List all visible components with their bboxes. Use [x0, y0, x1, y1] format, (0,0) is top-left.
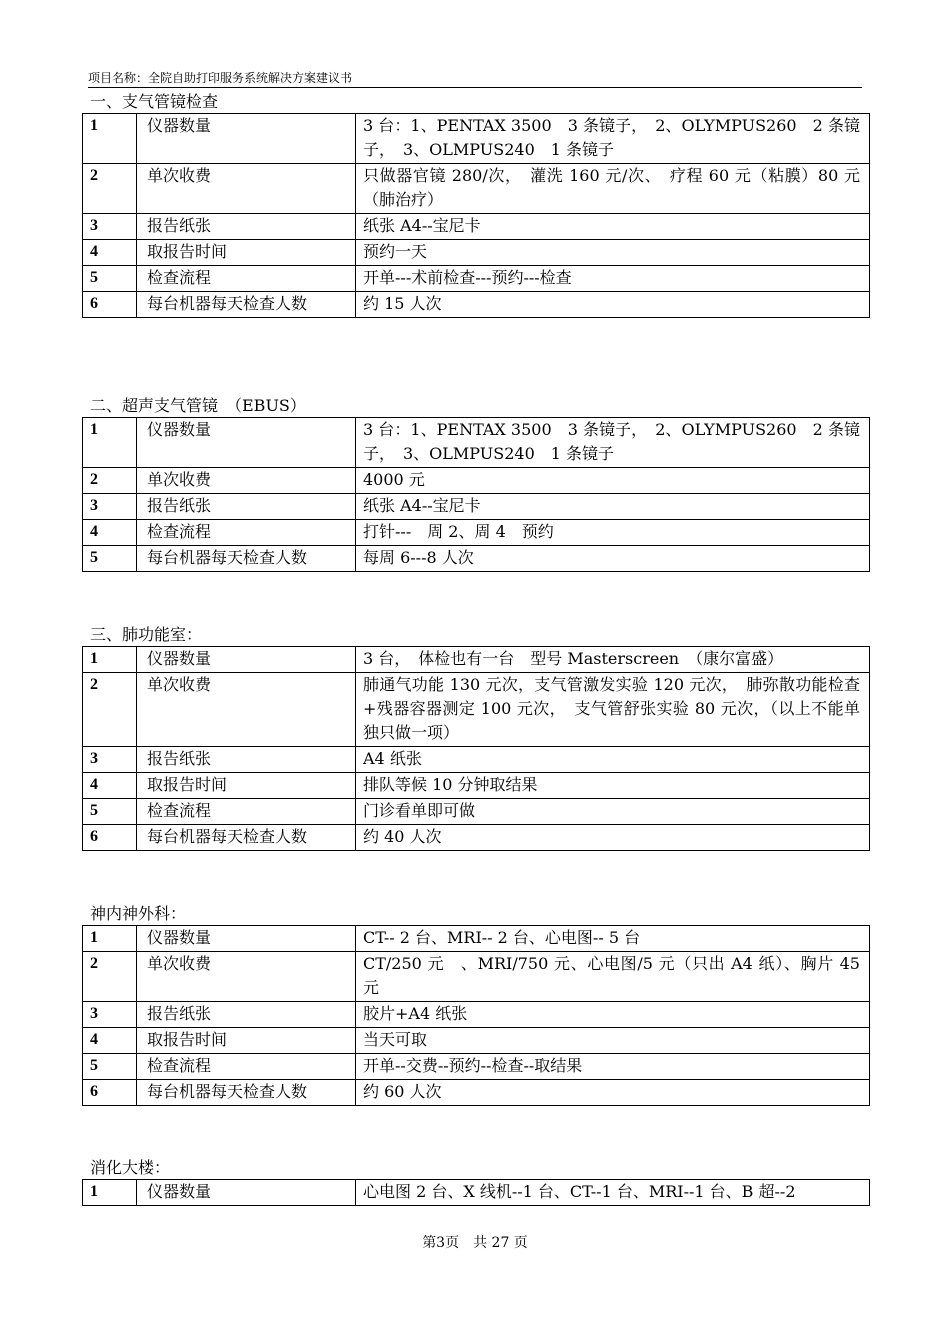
row-label: 取报告时间 — [137, 773, 356, 799]
page-footer — [0, 1234, 950, 1252]
row-label: 每台机器每天检查人数 — [137, 825, 356, 851]
section-title: 三、肺功能室： — [90, 625, 203, 644]
row-label: 单次收费 — [137, 952, 356, 1002]
info-table — [82, 646, 870, 851]
table-row — [83, 1028, 870, 1054]
project-name: 项目名称：全院自助打印服务系统解决方案建议书 — [88, 71, 353, 85]
row-number: 3 — [83, 214, 137, 240]
row-number: 5 — [83, 1054, 137, 1080]
row-number: 5 — [83, 266, 137, 292]
table-row — [83, 1180, 870, 1206]
table-row — [83, 418, 870, 468]
row-number: 4 — [83, 773, 137, 799]
row-value: A4 纸张 — [356, 747, 870, 773]
table-row — [83, 952, 870, 1002]
row-number: 6 — [83, 825, 137, 851]
row-value: 开单--交费--预约--检查--取结果 — [356, 1054, 870, 1080]
row-value: 4000 元 — [356, 468, 870, 494]
row-label: 单次收费 — [137, 468, 356, 494]
row-value: 心电图 2 台、X 线机--1 台、CT--1 台、MRI--1 台、B 超--2 — [356, 1180, 870, 1206]
row-number: 1 — [83, 647, 137, 673]
row-value: 纸张 A4--宝尼卡 — [356, 214, 870, 240]
table-row — [83, 799, 870, 825]
section-neurology — [82, 903, 870, 1106]
row-value: 纸张 A4--宝尼卡 — [356, 494, 870, 520]
row-label: 单次收费 — [137, 673, 356, 747]
table-row — [83, 747, 870, 773]
row-label: 报告纸张 — [137, 747, 356, 773]
section-title: 二、超声支气管镜 （EBUS） — [90, 396, 306, 415]
table-row — [83, 1054, 870, 1080]
row-label: 检查流程 — [137, 266, 356, 292]
table-row — [83, 825, 870, 851]
table-row — [83, 926, 870, 952]
row-number: 6 — [83, 1080, 137, 1106]
row-number: 3 — [83, 1002, 137, 1028]
info-table — [82, 1179, 870, 1206]
row-number: 6 — [83, 292, 137, 318]
table-row — [83, 647, 870, 673]
row-label: 检查流程 — [137, 520, 356, 546]
row-number: 5 — [83, 546, 137, 572]
row-number: 3 — [83, 747, 137, 773]
row-label: 每台机器每天检查人数 — [137, 546, 356, 572]
row-value: 当天可取 — [356, 1028, 870, 1054]
row-number: 4 — [83, 1028, 137, 1054]
row-value: 约 15 人次 — [356, 292, 870, 318]
table-row — [83, 773, 870, 799]
row-number: 2 — [83, 164, 137, 214]
row-number: 3 — [83, 494, 137, 520]
row-label: 仪器数量 — [137, 114, 356, 164]
row-value: CT/250 元 、MRI/750 元、心电图/5 元（只出 A4 纸）、胸片 45 元 — [356, 952, 870, 1002]
row-value: 只做器官镜 280/次， 灌洗 160 元/次、 疗程 60 元（粘膜）80 元（肺治疗） — [356, 164, 870, 214]
row-label: 检查流程 — [137, 799, 356, 825]
row-number: 1 — [83, 1180, 137, 1206]
info-table — [82, 925, 870, 1106]
row-value: 3 台：1、PENTAX 3500 3 条镜子， 2、OLYMPUS260 2 条镜子， 3、OLMPUS240 1 条镜子 — [356, 418, 870, 468]
row-label: 每台机器每天检查人数 — [137, 1080, 356, 1106]
row-number: 4 — [83, 520, 137, 546]
row-value: 打针--- 周 2、周 4 预约 — [356, 520, 870, 546]
row-value: 排队等候 10 分钟取结果 — [356, 773, 870, 799]
page-header — [88, 70, 862, 88]
page-number: 第3页 共 27 页 — [422, 1235, 528, 1251]
row-label: 仪器数量 — [137, 1180, 356, 1206]
row-number: 2 — [83, 952, 137, 1002]
table-row — [83, 673, 870, 747]
table-row — [83, 1002, 870, 1028]
row-value: 3 台， 体检也有一台 型号 Masterscreen （康尔富盛） — [356, 647, 870, 673]
section-bronchoscopy — [82, 91, 870, 318]
row-value: 每周 6---8 人次 — [356, 546, 870, 572]
section-title: 神内神外科： — [90, 904, 187, 923]
table-row — [83, 214, 870, 240]
table-row — [83, 468, 870, 494]
table-row — [83, 114, 870, 164]
info-table — [82, 417, 870, 572]
row-number: 4 — [83, 240, 137, 266]
row-label: 报告纸张 — [137, 494, 356, 520]
table-row — [83, 164, 870, 214]
table-row — [83, 240, 870, 266]
row-label: 取报告时间 — [137, 1028, 356, 1054]
row-label: 仪器数量 — [137, 926, 356, 952]
section-title: 一、支气管镜检查 — [90, 92, 219, 111]
table-row — [83, 520, 870, 546]
info-table — [82, 113, 870, 318]
row-value: 开单---术前检查---预约---检查 — [356, 266, 870, 292]
row-value: 约 60 人次 — [356, 1080, 870, 1106]
row-number: 5 — [83, 799, 137, 825]
row-value: 门诊看单即可做 — [356, 799, 870, 825]
table-row — [83, 1080, 870, 1106]
row-number: 1 — [83, 926, 137, 952]
row-label: 每台机器每天检查人数 — [137, 292, 356, 318]
row-label: 报告纸张 — [137, 1002, 356, 1028]
row-label: 检查流程 — [137, 1054, 356, 1080]
row-value: CT-- 2 台、MRI-- 2 台、心电图-- 5 台 — [356, 926, 870, 952]
table-row — [83, 292, 870, 318]
row-value: 胶片+A4 纸张 — [356, 1002, 870, 1028]
table-row — [83, 266, 870, 292]
row-label: 单次收费 — [137, 164, 356, 214]
section-title: 消化大楼： — [90, 1158, 171, 1177]
row-number: 1 — [83, 418, 137, 468]
row-number: 2 — [83, 673, 137, 747]
section-ebus — [82, 395, 870, 572]
row-label: 报告纸张 — [137, 214, 356, 240]
table-row — [83, 494, 870, 520]
row-value: 肺通气功能 130 元次，支气管激发实验 120 元次， 肺弥散功能检查+残器容器测定 100 元次， 支气管舒张实验 80 元次，（以上不能单独只做一项） — [356, 673, 870, 747]
row-number: 2 — [83, 468, 137, 494]
row-value: 约 40 人次 — [356, 825, 870, 851]
row-value: 预约一天 — [356, 240, 870, 266]
row-value: 3 台：1、PENTAX 3500 3 条镜子， 2、OLYMPUS260 2 条镜子， 3、OLMPUS240 1 条镜子 — [356, 114, 870, 164]
section-digestive-building — [82, 1157, 870, 1206]
row-label: 仪器数量 — [137, 418, 356, 468]
row-label: 取报告时间 — [137, 240, 356, 266]
row-number: 1 — [83, 114, 137, 164]
section-pulmonary-function — [82, 624, 870, 851]
table-row — [83, 546, 870, 572]
row-label: 仪器数量 — [137, 647, 356, 673]
